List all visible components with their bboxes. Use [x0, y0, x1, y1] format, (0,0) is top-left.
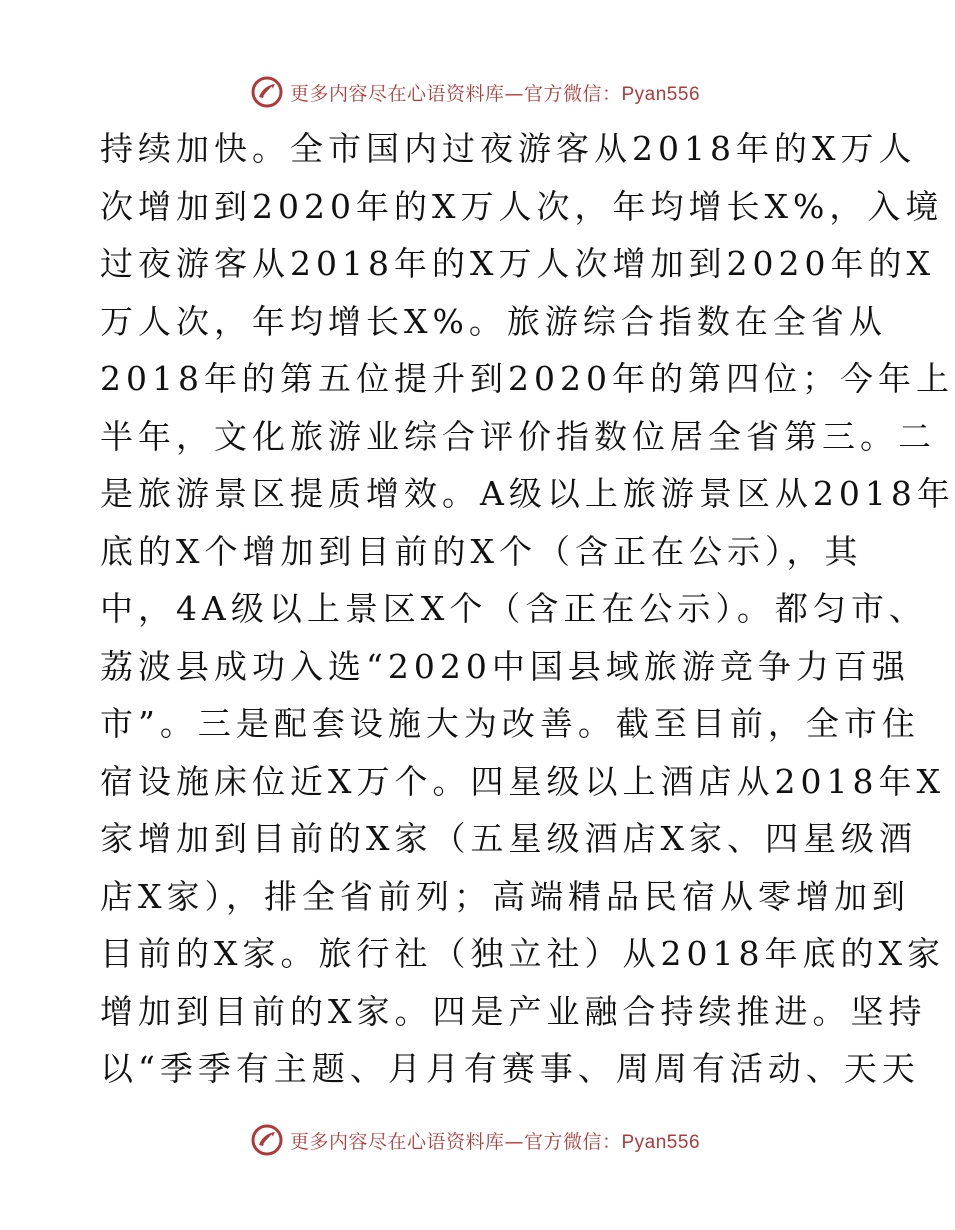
text-line: 中，4A级以上景区X个（含正在公示）。都匀市、 — [100, 589, 927, 628]
text-line: 以“季季有主题、月月有赛事、周周有活动、天天 — [100, 1049, 920, 1088]
text-line: 是旅游景区提质增效。A级以上旅游景区从2018年 — [100, 474, 955, 513]
wechat-handle: Pyan556 — [621, 83, 701, 105]
text-line: 底的X个增加到目前的X个（含正在公示），其 — [100, 531, 863, 571]
header-banner-text: 更多内容尽在心语资料库—官方微信：Pyan556 — [289, 82, 701, 105]
text-line: 市”。三是配套设施大为改善。截至目前，全市住 — [100, 704, 920, 743]
hand-pen-logo-icon — [250, 75, 284, 109]
body-text — [100, 120, 955, 1098]
footer-banner — [0, 1120, 950, 1160]
text-line: 店X家），排全省前列；高端精品民宿从零增加到 — [100, 876, 910, 916]
text-line: 半年，文化旅游业综合评价指数位居全省第三。二 — [100, 416, 936, 456]
text-line: 增加到目前的X家。四是产业融合持续推进。坚持 — [100, 991, 927, 1031]
wechat-handle: Pyan556 — [621, 1131, 701, 1153]
text-line: 宿设施床位近X万个。四星级以上酒店从2018年X — [100, 761, 945, 801]
text-line: 次增加到2020年的X万人次，年均增长X%，入境 — [100, 186, 944, 226]
text-line: 目前的X家。旅行社（独立社）从2018年底的X家 — [100, 934, 945, 973]
text-line: 2018年的第五位提升到2020年的第四位；今年上 — [100, 359, 954, 398]
hand-pen-logo-icon — [250, 1123, 284, 1157]
text-line: 过夜游客从2018年的X万人次增加到2020年的X — [100, 244, 935, 283]
text-line: 持续加快。全市国内过夜游客从2018年的X万人 — [100, 129, 917, 168]
text-line: 荔波县成功入选“2020中国县域旅游竞争力百强 — [100, 646, 910, 686]
text-line: 家增加到目前的X家（五星级酒店X家、四星级酒 — [100, 819, 917, 858]
footer-banner-text: 更多内容尽在心语资料库—官方微信：Pyan556 — [289, 1130, 701, 1153]
text-line: 万人次，年均增长X%。旅游综合指数在全省从 — [100, 301, 887, 341]
header-banner — [0, 72, 950, 112]
